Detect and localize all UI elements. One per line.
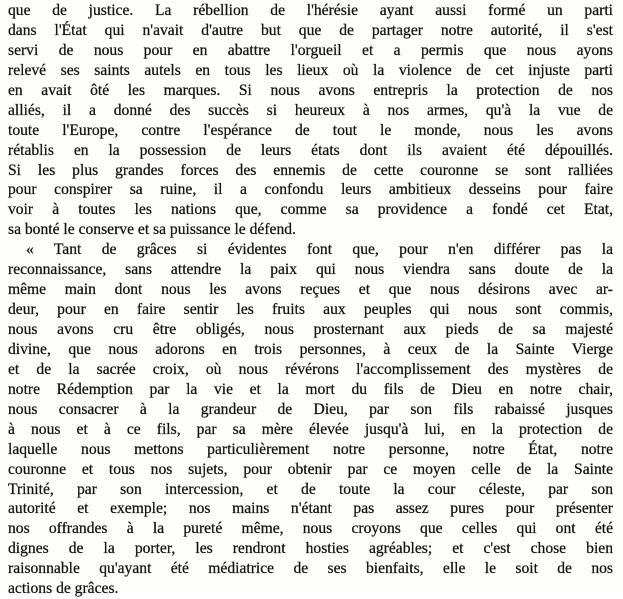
paragraph-1 <box>8 1 613 240</box>
text-line: Si les plus grandes forces des ennemis de cette couronne se sont ralliées <box>8 161 613 179</box>
text-line: même main dont nous les avons reçues et que nous désirons avec ar- <box>8 281 613 299</box>
text-line: sa bonté le conserve et sa puissance le défend. <box>8 221 296 239</box>
text-line: divine, que nous adorons en trois personnes, à ceux de la Sainte Vierge <box>8 340 613 358</box>
text-line: reconnaissance, sans attendre la paix qui nous viendra sans doute de la <box>8 261 613 279</box>
text-line: autorité et exemple; nos mains n'étant pas assez pures pour présenter <box>8 500 613 518</box>
text-line: actions de grâces. <box>8 580 119 598</box>
text-line: relevé ses saints autels en tous les lieux où la violence de cet injuste parti <box>8 61 613 79</box>
text-line: en avait ôté les marques. Si nous avons entrepris la protection de nos <box>8 81 613 99</box>
text-line: dans l'État qui n'avait d'autre but que de partager notre autorité, il s'est <box>8 21 613 39</box>
text-line: rétablis en la possession de leurs états dont ils avaient été dépouillés. <box>8 141 613 159</box>
text-line: voir à toutes les nations que, comme sa providence a fondé cet Etat, <box>8 201 613 219</box>
text-line: nous consacrer à la grandeur de Dieu, par son fils rabaissé jusques <box>8 400 613 418</box>
text-line: alliés, il a donné des succès si heureux à nos armes, qu'à la vue de <box>8 101 613 119</box>
text-line: et de la sacrée croix, où nous révérons l'accomplissement des mystères de <box>8 360 613 378</box>
text-line: à nous et à ce fils, par sa mère élevée jusqu'à lui, en la protection de <box>8 420 613 438</box>
text-line: que de justice. La rébellion de l'hérésie ayant aussi formé un parti <box>8 2 613 19</box>
document-text <box>8 1 613 599</box>
text-line: nous avons cru être obligés, nous prosternant aux pieds de sa majesté <box>8 321 613 338</box>
paragraph-2 <box>8 240 613 599</box>
text-line: dignes de la porter, les rendront hosties agréables; et c'est chose bien <box>8 540 613 558</box>
text-line: notre Rédemption par la vie et la mort du fils de Dieu en notre chair, <box>8 380 613 398</box>
text-line: laquelle nous mettons particulièrement notre personne, notre État, notre <box>8 440 613 458</box>
text-line: raisonnable qu'ayant été médiatrice de ses bienfaits, elle le soit de nos <box>8 560 613 578</box>
text-line: Trinité, par son intercession, et de toute la cour céleste, par son <box>8 480 613 498</box>
text-line: « Tant de grâces si évidentes font que, pour n'en différer pas la <box>26 241 613 259</box>
text-line: nos offrandes à la pureté même, nous croyons que celles qui ont été <box>8 520 613 538</box>
text-line: toute l'Europe, contre l'espérance de tout le monde, nous les avons <box>8 121 613 139</box>
text-line: deur, pour en faire sentir les fruits aux peuples qui nous sont commis, <box>8 301 613 319</box>
text-line: pour conspirer sa ruine, il a confondu leurs ambitieux desseins pour faire <box>8 181 613 199</box>
text-line: couronne et tous nos sujets, pour obtenir par ce moyen celle de la Sainte <box>8 460 613 478</box>
text-line: servi de nous pour en abattre l'orgueil et a permis que nous ayons <box>8 41 613 59</box>
